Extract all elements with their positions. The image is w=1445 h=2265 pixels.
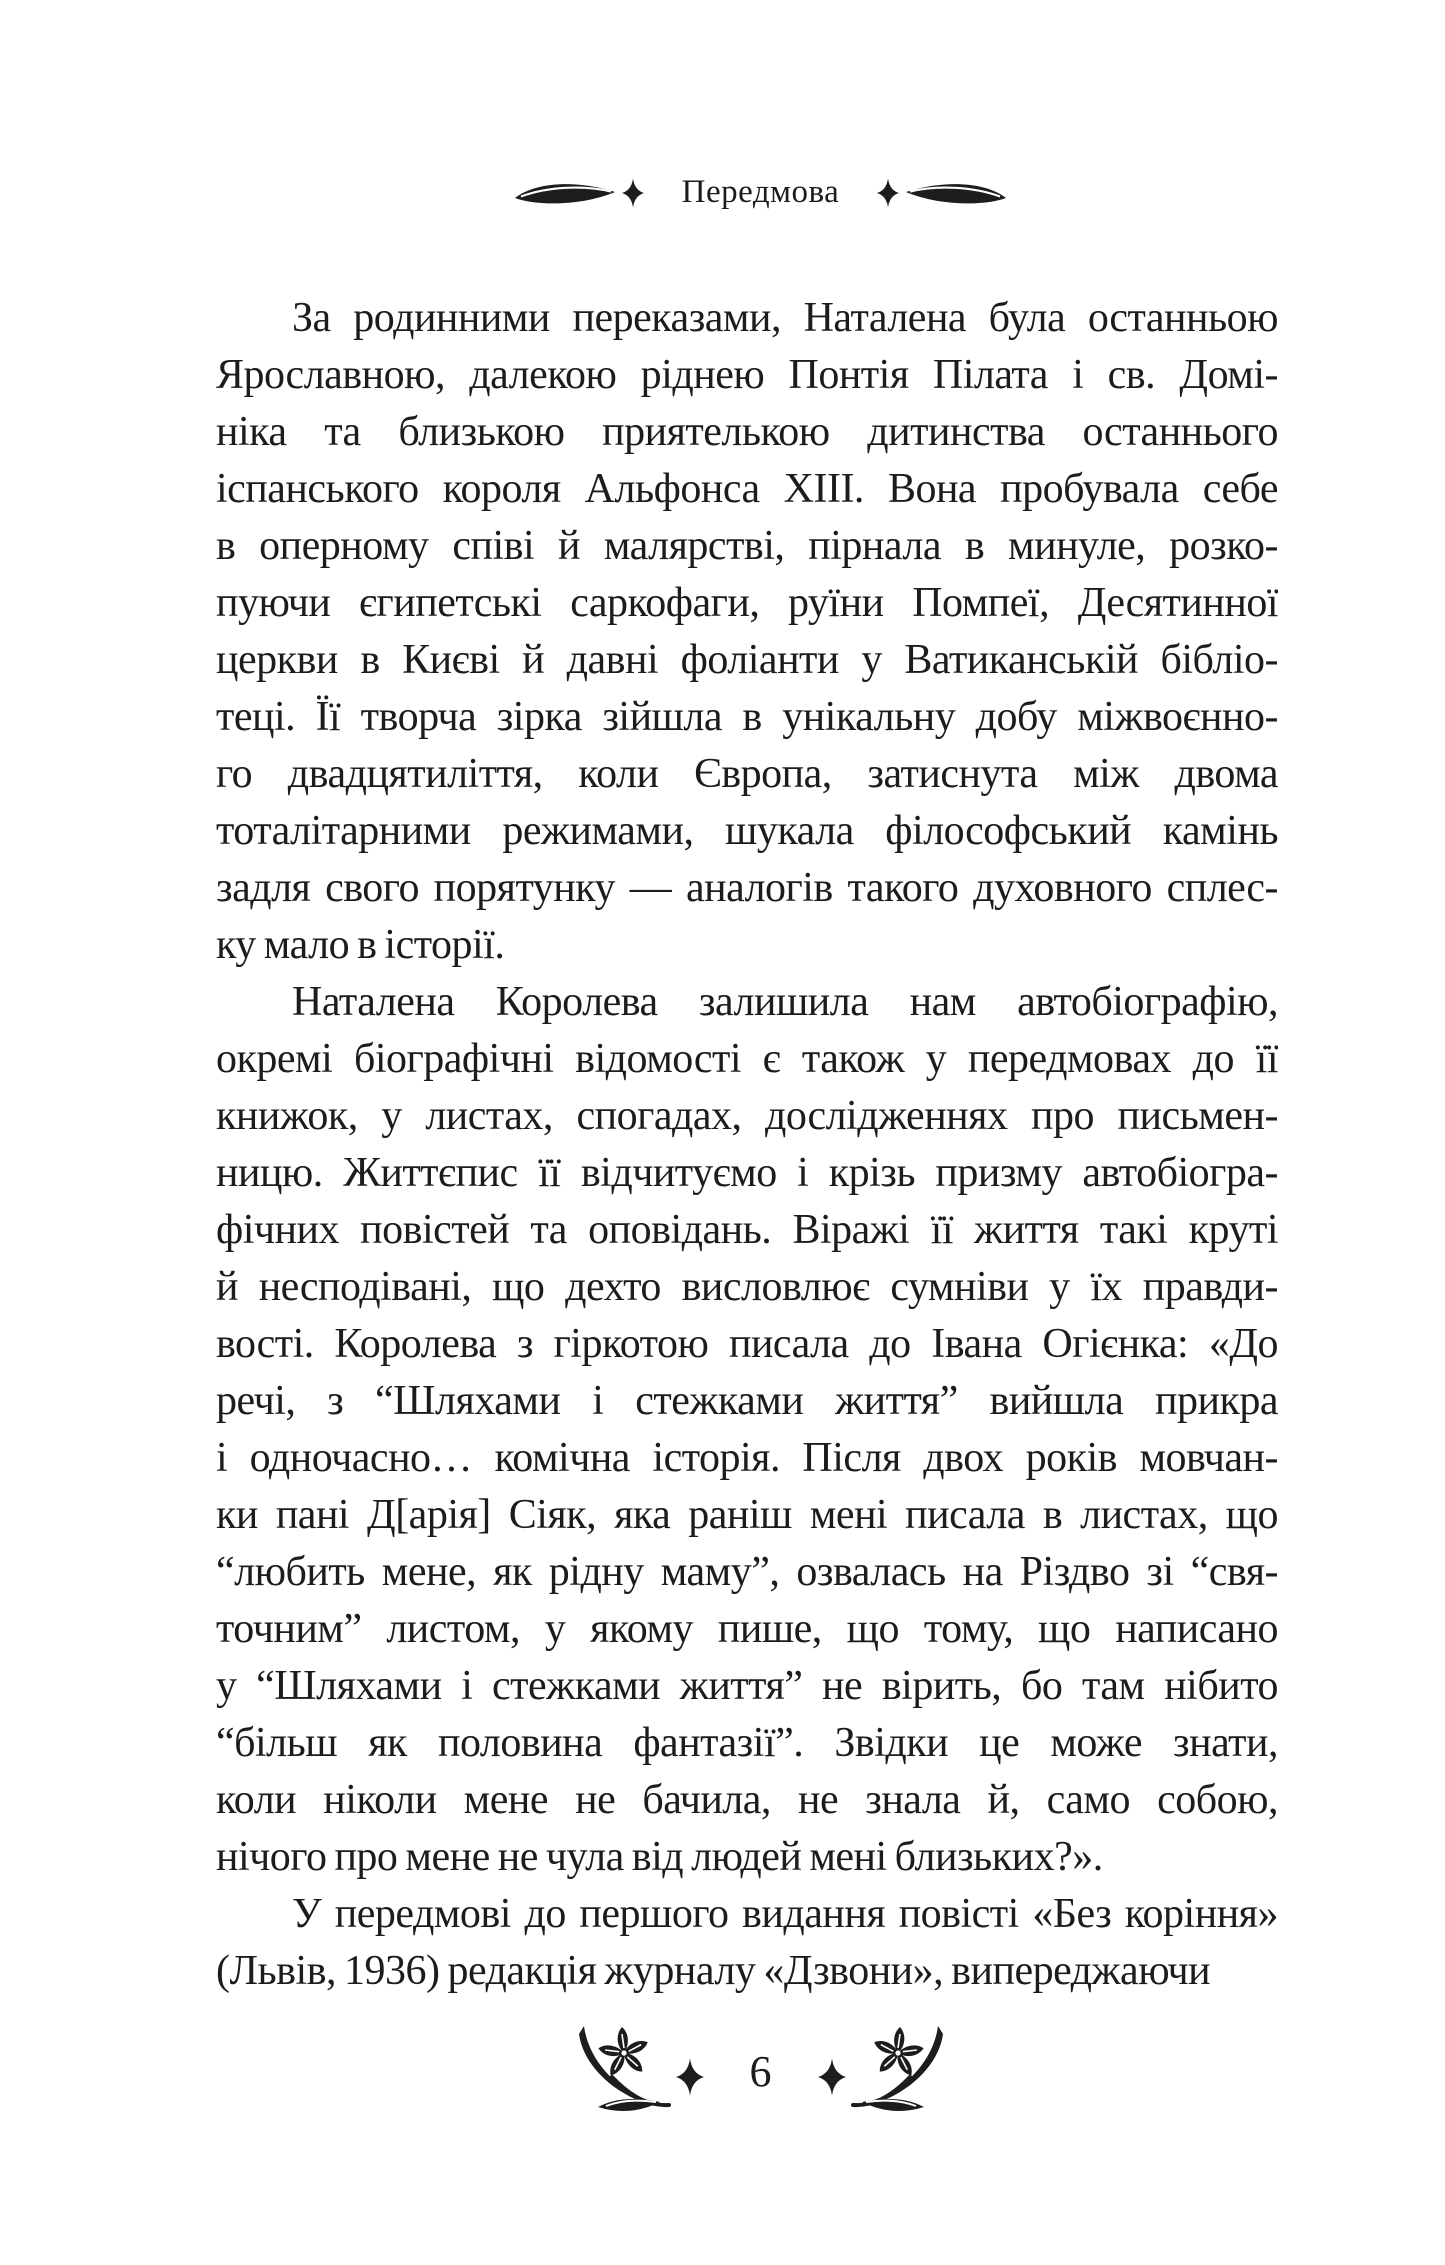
text-line: у “Шляхами і стежками життя” не вірить, бо там нібито — [216, 1663, 1278, 1709]
text-line: задля свого порятунку — аналогів такого духовного сплес- — [216, 865, 1278, 911]
text-line: У передмові до першого видання повісті «Без коріння» — [292, 1891, 1278, 1937]
text-line: ніка та близькою приятелькою дитинства останнього — [216, 409, 1278, 455]
text-line: книжок, у листах, спогадах, дослідженнях про письмен- — [216, 1093, 1278, 1139]
text-line: пуючи єгипетські саркофаги, руїни Помпеї, Десятинної — [216, 580, 1278, 626]
text-line: нічого про мене не чула від людей мені близьких?». — [216, 1834, 1103, 1880]
text-line: тоталітарними режимами, шукала філософський камінь — [216, 808, 1278, 854]
page-footer — [38, 2022, 1445, 2118]
text-line: ку мало в історії. — [216, 922, 505, 968]
text-line: ницю. Життєпис її відчитуємо і крізь призму автобіогра- — [216, 1150, 1278, 1196]
leaf-ornament-left-icon — [512, 179, 616, 207]
text-line: речі, з “Шляхами і стежками життя” вийшла прикра — [216, 1378, 1278, 1424]
text-line: окремі біографічні відомості є також у передмовах до її — [216, 1036, 1278, 1082]
leaf-ornament-right-icon — [905, 179, 1009, 207]
text-line: “більш як половина фантазії”. Звідки це може знати, — [216, 1720, 1278, 1766]
text-line: Наталена Королева залишила нам автобіографію, — [292, 979, 1278, 1025]
chapter-header — [38, 174, 1445, 211]
text-line: церкви в Києві й давні фоліанти у Ватиканській бібліо- — [216, 637, 1278, 683]
text-line: іспанського короля Альфонса XIII. Вона пробувала себе — [216, 466, 1278, 512]
flower-ornament-left-icon — [572, 2022, 672, 2118]
four-point-star-icon — [818, 2058, 846, 2096]
text-line: фічних повістей та оповідань. Віражі її життя такі круті — [216, 1207, 1278, 1253]
text-line: Ярославною, далекою ріднею Понтія Пілата і св. Домі- — [216, 352, 1278, 398]
text-line: точним” листом, у якому пише, що тому, що написано — [216, 1606, 1278, 1652]
text-line: й несподівані, що дехто висловлює сумніви у їх правди- — [216, 1264, 1278, 1310]
text-line: в оперному співі й малярстві, пірнала в минуле, розко- — [216, 523, 1278, 569]
flower-ornament-right-icon — [850, 2022, 950, 2118]
chapter-title: Передмова — [681, 174, 840, 210]
text-line: ки пані Д[арія] Сіяк, яка раніш мені писала в листах, що — [216, 1492, 1278, 1538]
text-line: вості. Королева з гіркотою писала до Івана Огієнка: «До — [216, 1321, 1278, 1367]
text-line: “любить мене, як рідну маму”, озвалась на Різдво зі “свя- — [216, 1549, 1278, 1595]
text-line: теці. Її творча зірка зійшла в унікальну добу міжвоєнно- — [216, 694, 1278, 740]
text-line: За родинними переказами, Наталена була останньою — [292, 295, 1278, 341]
four-point-star-icon — [622, 178, 644, 208]
text-line: коли ніколи мене не бачила, не знала й, само собою, — [216, 1777, 1278, 1823]
text-line: (Львів, 1936) редакція журналу «Дзвони», випереджаючи — [216, 1948, 1211, 1994]
four-point-star-icon — [676, 2058, 704, 2096]
text-line: і одночасно… комічна історія. Після двох років мовчан- — [216, 1435, 1278, 1481]
body-text — [216, 290, 1278, 2000]
four-point-star-icon — [877, 178, 899, 208]
page-number: 6 — [749, 2047, 772, 2096]
text-line: го двадцятиліття, коли Європа, затиснута між двома — [216, 751, 1278, 797]
